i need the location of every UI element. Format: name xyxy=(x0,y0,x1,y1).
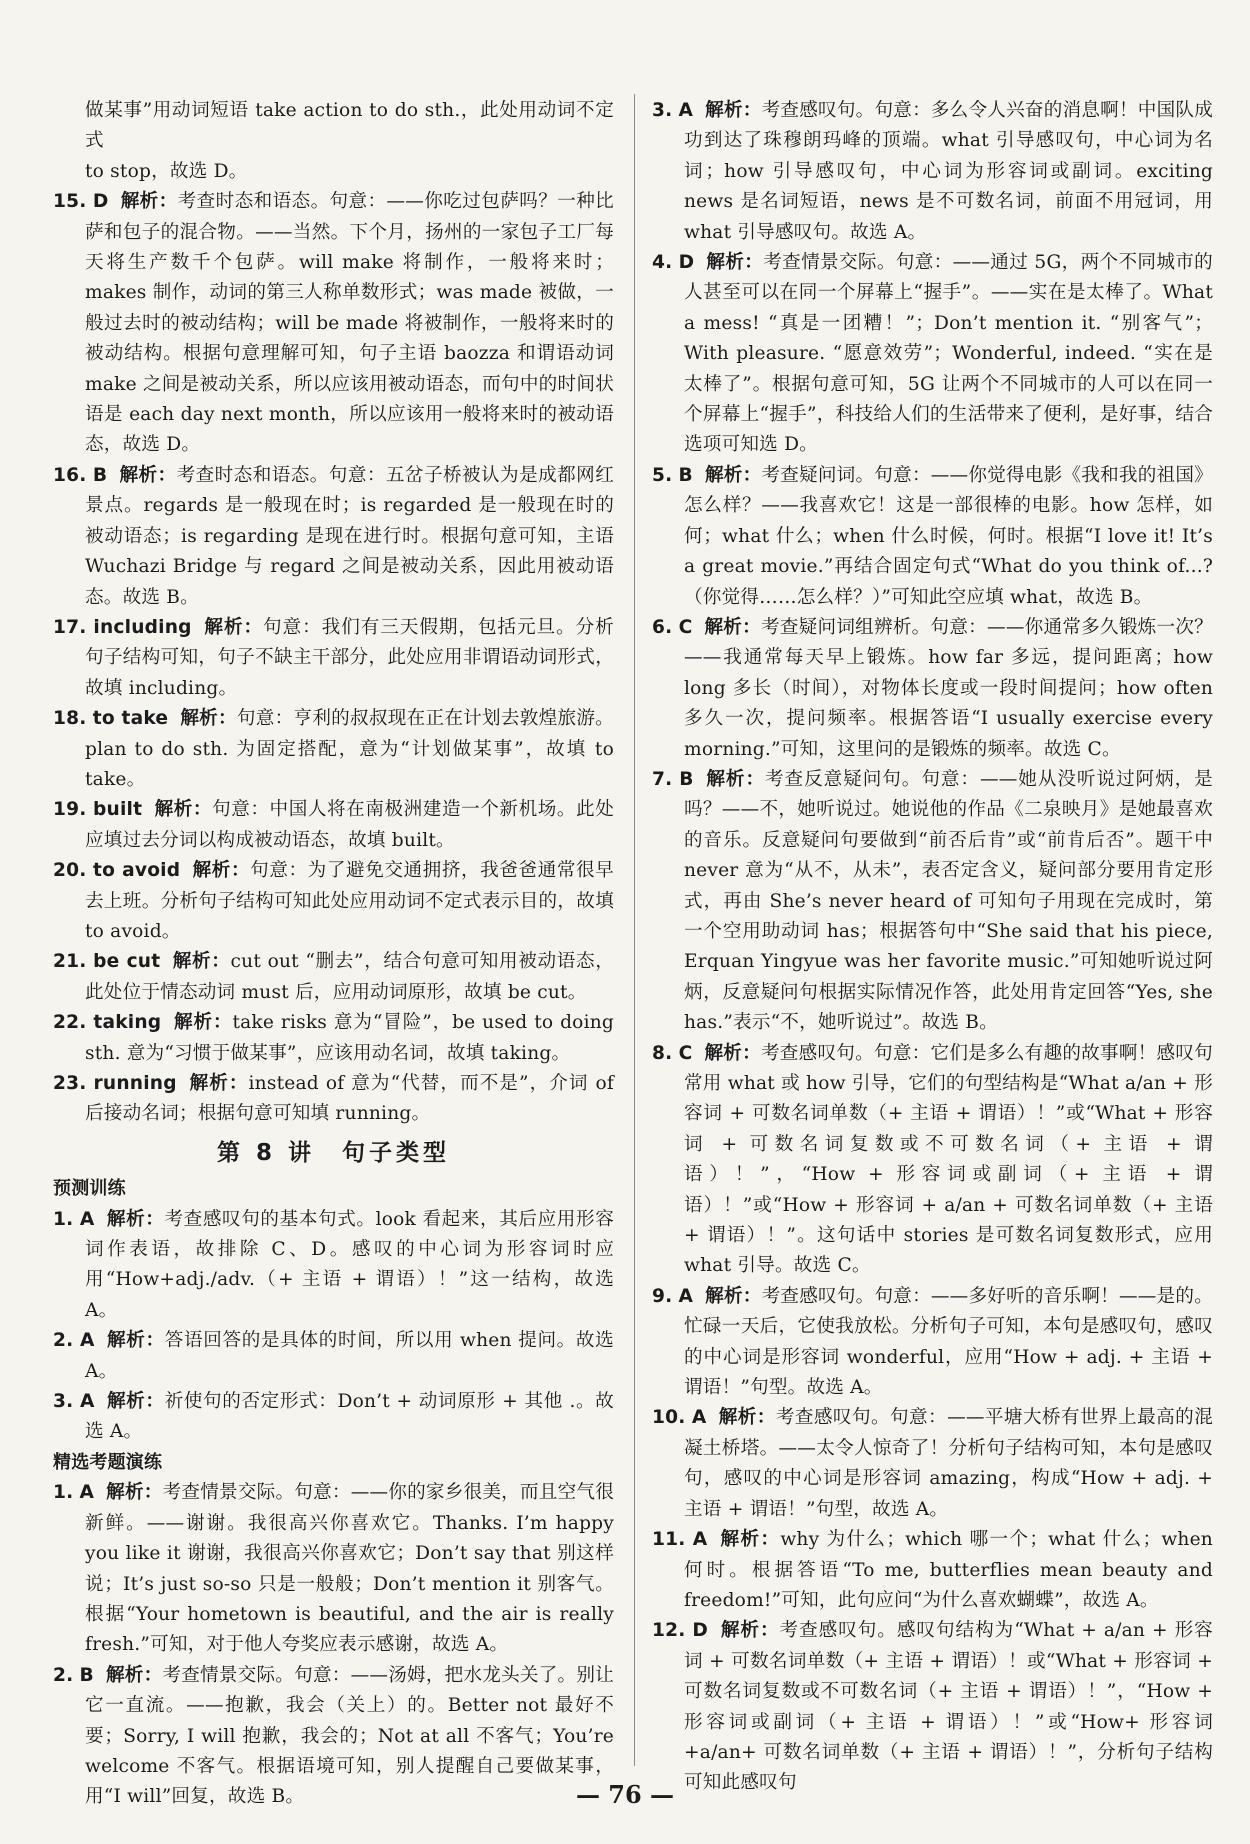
answer-key: D xyxy=(92,191,109,213)
analysis-text: instead of 意为“代替，而不是”，介词 of 后接动名词；根据句意可知填 running。 xyxy=(85,1073,614,1125)
analysis-label: 解析： xyxy=(180,708,237,730)
answer-number: 17. xyxy=(53,616,87,638)
analysis-label: 解析： xyxy=(719,1529,781,1551)
answer-item xyxy=(53,1069,614,1130)
answer-key: be cut xyxy=(93,951,161,973)
analysis-label: 解析： xyxy=(106,1208,165,1230)
prediction-items xyxy=(53,1205,614,1448)
answer-item xyxy=(53,947,614,1008)
answer-number: 3. xyxy=(53,1391,74,1413)
analysis-text: 考查感叹句。句意：——平塘大桥有世界上最高的混凝土桥塔。——太令人惊奇了！分析句子结构可知，本句是感叹句，感叹的中心词是形容词 amazing，构成“How + adj. + 主语 + 谓语！”句型，故选 A。 xyxy=(684,1407,1213,1520)
analysis-label: 解析： xyxy=(705,768,766,790)
answer-number: 3. xyxy=(652,100,673,121)
answer-key: built xyxy=(93,799,143,821)
analysis-label: 解析： xyxy=(106,1391,165,1413)
analysis-label: 解析： xyxy=(704,1042,761,1064)
analysis-label: 解析： xyxy=(704,616,761,638)
analysis-label: 解析： xyxy=(192,860,251,882)
answer-item xyxy=(652,96,1213,248)
analysis-text: take risks 意为“冒险”，be used to doing sth. 意为“习惯于做某事”，应该用动名词，故填 taking。 xyxy=(85,1012,614,1064)
answer-item xyxy=(652,1039,1213,1282)
analysis-text: cut out “删去”，结合句意可知用被动语态，此处位于情态动词 must 后，应用动词原形，故填 be cut。 xyxy=(85,951,614,1003)
analysis-text: 考查时态和语态。句意：五岔子桥被认为是成都网红景点。regards 是一般现在时；is regarded 是一般现在时的被动语态；is regarding 是现在进行时。根据句意可知，主语 Wuchazi Bridge 与 regard 之间是被动关系，因此用被动语态。故选 B。 xyxy=(85,464,614,608)
answer-number: 5. xyxy=(652,464,673,486)
analysis-text: 考查疑问词。句意：——你觉得电影《我和我的祖国》怎么样？——我喜欢它！这是一部很棒的电影。how 怎样，如何；what 什么；when 什么时候，何时。根据“I love it! It’s a great movie.”再结合固定句式“What do you think of...?（你觉得……怎么样？）”可知此空应填 what，故选 B。 xyxy=(684,464,1213,608)
answer-number: 12. xyxy=(652,1620,686,1642)
answer-key: A xyxy=(678,1285,694,1307)
answer-number: 2. xyxy=(53,1664,74,1686)
answer-item xyxy=(53,1008,614,1069)
answer-item xyxy=(53,795,614,856)
analysis-text: 答语回答的是具体的时间，所以用 when 提问。故选 A。 xyxy=(85,1330,614,1382)
answer-number: 18. xyxy=(53,708,87,730)
analysis-text: 句意：亨利的叔叔现在正在计划去敦煌旅游。plan to do sth. 为固定搭配，意为“计划做某事”，故填 to take。 xyxy=(85,708,614,790)
analysis-text: 句意：中国人将在南极洲建造一个新机场。此处应填过去分词以构成被动语态，故填 built。 xyxy=(85,799,614,851)
answer-item xyxy=(652,1403,1213,1525)
analysis-label: 解析： xyxy=(705,100,762,121)
analysis-label: 解析： xyxy=(172,951,231,973)
answer-number: 15. xyxy=(53,191,87,213)
answer-item xyxy=(652,1525,1213,1616)
analysis-label: 解析： xyxy=(154,799,213,821)
analysis-label: 解析： xyxy=(106,1482,163,1504)
intro-line-1: 做某事”用动词短语 take action to do sth.，此处用动词不定式 xyxy=(85,100,614,152)
answer-key: B xyxy=(678,464,693,486)
answer-number: 7. xyxy=(652,768,673,790)
answer-item xyxy=(53,856,614,947)
answer-key: A xyxy=(79,1330,95,1352)
answer-number: 16. xyxy=(53,464,87,486)
answer-item xyxy=(53,704,614,795)
answer-key: A xyxy=(678,100,694,121)
answer-key: B xyxy=(79,1664,94,1686)
analysis-text: 考查感叹句。句意：它们是多么有趣的故事啊！感叹句常用 what 或 how 引导，它们的句型结构是“What a/an + 形容词 + 可数名词单数（+ 主语 + 谓语）！”或“What + 形容词 + 可数名词复数或不可数名词（+ 主语 + 谓语）！”，“How + 形容词或副词（+ 主语 + 谓语）！”或“How + 形容词 + a/an + 可数名词单数（+ 主语 + 谓语）！”。这句话中 stories 是可数名词复数形式，应用 what 引导。故选 C。 xyxy=(684,1042,1213,1277)
analysis-label: 解析： xyxy=(720,1620,780,1642)
analysis-label: 解析： xyxy=(119,464,177,486)
answer-key: A xyxy=(79,1208,95,1230)
analysis-text: 考查感叹句。感叹句结构为“What + a/an + 形容词 + 可数名词单数（+ 主语 + 谓语）！或“What + 形容词 + 可数名词复数或不可数名词（+ 主语 + 谓语）！”，“How + 形容词或副词（+ 主语 + 谓语）！”或“How+ 形容词 +a/an+ 可数名词单数（+ 主语 + 谓语）！”，分析句子结构可知此感叹句 xyxy=(684,1620,1213,1794)
analysis-label: 解析： xyxy=(203,616,264,638)
answer-number: 8. xyxy=(652,1042,673,1064)
analysis-text: 考查情景交际。句意：——通过 5G，两个不同城市的人甚至可以在同一个屏幕上“握手”。——实在是太棒了。What a mess! “真是一团糟！”；Don’t mention it. “别客气”；With pleasure. “愿意效劳”；Wonderful, indeed. “实在是太棒了”。根据句意可知，5G 让两个不同城市的人可以在同一个屏幕上“握手”，科技给人们的生活带来了便利，是好事，结合选项可知选 D。 xyxy=(684,252,1213,456)
analysis-text: 考查时态和语态。句意：——你吃过包萨吗？一种比萨和包子的混合物。——当然。下个月，扬州的一家包子工厂每天将生产数千个包萨。will make 将制作，一般将来时；makes 制作，动词的第三人称单数形式；was made 被做，一般过去时的被动结构；will be made 将被制作，一般将来时的被动结构。根据句意理解可知，句子主语 baozza 和谓语动词 make 之间是被动关系，所以应该用被动语态，而句中的时间状语是 each day next month，所以应该用一般将来时的被动语态，故选 D。 xyxy=(85,191,614,456)
analysis-text: 考查情景交际。句意：——你的家乡很美，而且空气很新鲜。——谢谢。我很高兴你喜欢它。Thanks. I’m happy you like it 谢谢，我很高兴你喜欢它；Don’t say that 别这样说；It’s just so-so 只是一般般；Don’t mention it 别客气。根据“Your hometown is beautiful, and the air is really fresh.”可知，对于他人夸奖应表示感谢，故选 A。 xyxy=(85,1482,614,1656)
answer-number: 9. xyxy=(652,1285,673,1307)
answer-key: to take xyxy=(92,708,169,730)
analysis-text: 考查疑问词组辨析。句意：——你通常多久锻炼一次？——我通常每天早上锻炼。how far 多远，提问距离；how long 多长（时间），对物体长度或一段时间提问；how often 多久一次，提问频率。根据答语“I usually exercise every morning.”可知，这里问的是锻炼的频率。故选 C。 xyxy=(684,616,1213,760)
subhead-prediction: 预测训练 xyxy=(53,1178,126,1200)
answer-item xyxy=(652,765,1213,1039)
analysis-label: 解析： xyxy=(718,1407,776,1429)
answer-number: 11. xyxy=(652,1529,686,1551)
analysis-text: 考查感叹句的基本句式。look 看起来，其后应用形容词作表语，故排除 C、D。感叹的中心词为形容词时应用“How+adj./adv.（+ 主语 + 谓语）！”这一结构，故选 A。 xyxy=(85,1208,614,1321)
intro-line-2: to stop，故选 D。 xyxy=(85,160,248,182)
answer-key: D xyxy=(678,252,695,274)
analysis-label: 解析： xyxy=(120,191,178,213)
answer-key: A xyxy=(79,1391,95,1413)
answer-item xyxy=(53,187,614,461)
answer-key: D xyxy=(692,1620,709,1642)
section-title: 第 8 讲 句子类型 xyxy=(216,1139,451,1166)
answer-item xyxy=(652,1282,1213,1404)
subhead-selected: 精选考题演练 xyxy=(53,1451,163,1473)
answer-item xyxy=(53,461,614,613)
analysis-label: 解析： xyxy=(706,252,764,274)
right-items xyxy=(652,96,1213,1799)
answer-key: C xyxy=(678,1042,693,1064)
analysis-text: 考查感叹句。句意：多么令人兴奋的消息啊！中国队成功到达了珠穆朗玛峰的顶端。what 引导感叹句，中心词为名词；how 引导感叹句，中心词为形容词或副词。exciting news 是名词短语，news 是不可数名词，前面不用冠词，用 what 引导感叹句。故选 A。 xyxy=(684,100,1213,243)
answer-key: A xyxy=(691,1407,707,1429)
answer-key: to avoid xyxy=(93,860,181,882)
answer-number: 20. xyxy=(53,860,87,882)
analysis-text: 考查情景交际。句意：——汤姆，把水龙头关了。别让它一直流。——抱歉，我会（关上）的。Better not 最好不要；Sorry, I will 抱歉，我会的；Not at all 不客气；You’re welcome 不客气。根据语境可知，别人提醒自己要做某事，用“I will”回复，故选 B。 xyxy=(85,1664,614,1808)
answer-number: 21. xyxy=(53,951,87,973)
analysis-label: 解析： xyxy=(704,464,762,486)
answer-item xyxy=(652,461,1213,613)
analysis-text: 考查感叹句。句意：——多好听的音乐啊！——是的。忙碌一天后，它使我放松。分析句子可知，本句是感叹句，感叹的中心词是形容词 wonderful，应用“How + adj. + 主语 + 谓语！”句型。故选 A。 xyxy=(684,1285,1213,1399)
analysis-label: 解析： xyxy=(105,1664,163,1686)
answer-item xyxy=(652,613,1213,765)
answer-number: 23. xyxy=(53,1073,87,1094)
analysis-text: why 为什么；which 哪一个；what 什么；when 何时。根据答语“To me, butterflies mean beauty and freedom!”可知，此句应问“为什么喜欢蝴蝶”，故选 A。 xyxy=(684,1529,1213,1611)
answer-key: B xyxy=(92,464,108,486)
answer-item xyxy=(53,1387,614,1448)
analysis-label: 解析： xyxy=(705,1285,762,1307)
left-column xyxy=(53,96,614,1813)
answer-key: B xyxy=(679,768,694,790)
answer-number: 19. xyxy=(53,799,87,821)
answer-number: 1. xyxy=(53,1482,74,1504)
selected-items xyxy=(53,1478,614,1812)
answer-key: C xyxy=(678,616,693,638)
answer-number: 10. xyxy=(652,1407,686,1429)
answer-item xyxy=(652,248,1213,461)
answer-item xyxy=(53,1205,614,1327)
answer-item xyxy=(53,1326,614,1387)
analysis-text: 句意：为了避免交通拥挤，我爸爸通常很早去上班。分析句子结构可知此处应用动词不定式表示目的，故填 to avoid。 xyxy=(85,860,614,942)
left-items xyxy=(53,187,614,1130)
analysis-label: 解析： xyxy=(106,1330,165,1352)
answer-item xyxy=(53,1478,614,1660)
answer-key: running xyxy=(93,1073,177,1094)
analysis-label: 解析： xyxy=(188,1073,249,1094)
answer-number: 22. xyxy=(53,1012,87,1034)
page-number: — 76 — xyxy=(575,1780,675,1809)
analysis-text: 句意：我们有三天假期，包括元旦。分析句子结构可知，句子不缺主干部分，此处应用非谓语动词形式，故填 including。 xyxy=(85,616,614,699)
analysis-text: 考查反意疑问句。句意：——她从没听说过阿炳，是吗？——不，她听说过。她说他的作品《二泉映月》是她最喜欢的音乐。反意疑问句要做到“前否后肯”或“前肯后否”。题干中 never 意为“从不，从未”，表否定含义，疑问部分要用肯定形式，再由 She’s never heard of 可知句子用现在完成时，第一个空用助动词 has；根据答句中“She said that his piece, Erquan Yingyue was her favorite music.”可知她听说过阿炳，反意疑问句根据实际情况作答，此处用肯定回答“Yes, she has.”表示“不，她听说过”。故选 B。 xyxy=(684,768,1213,1034)
answer-item xyxy=(53,613,614,704)
answer-key: A xyxy=(79,1482,95,1504)
answer-number: 4. xyxy=(652,252,673,274)
answer-item xyxy=(652,1616,1213,1798)
answer-key: taking xyxy=(93,1012,162,1034)
analysis-text: 祈使句的否定形式：Don’t + 动词原形 + 其他 .。故选 A。 xyxy=(85,1391,614,1443)
column-divider xyxy=(634,94,635,1766)
answer-number: 1. xyxy=(53,1208,74,1230)
analysis-label: 解析： xyxy=(173,1012,233,1034)
answer-key: including xyxy=(93,616,192,638)
answer-number: 2. xyxy=(53,1330,74,1352)
answer-key: A xyxy=(692,1529,708,1551)
answer-number: 6. xyxy=(652,616,673,638)
right-column xyxy=(652,96,1213,1799)
